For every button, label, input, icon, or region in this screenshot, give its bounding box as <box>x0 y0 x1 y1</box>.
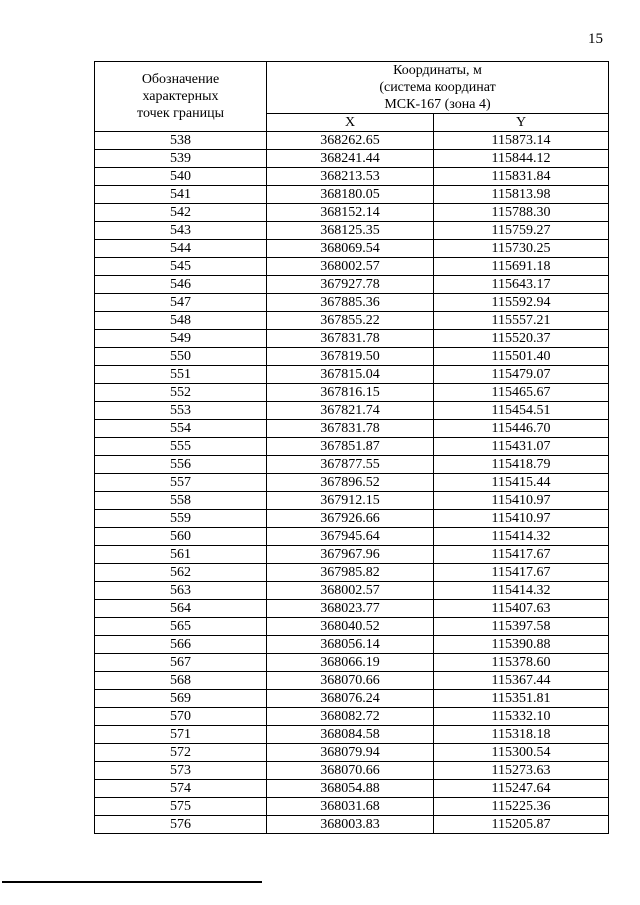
y-coordinate-cell: 115407.63 <box>434 600 609 618</box>
coords-header-line-1: Координаты, м <box>393 63 482 78</box>
x-coordinate-cell: 367855.22 <box>267 312 434 330</box>
point-number-cell: 540 <box>95 168 267 186</box>
y-coordinate-cell: 115831.84 <box>434 168 609 186</box>
table-row <box>95 492 609 510</box>
table-row <box>95 600 609 618</box>
x-coordinate-cell: 368002.57 <box>267 582 434 600</box>
x-coordinate-cell: 367945.64 <box>267 528 434 546</box>
y-coordinate-cell: 115479.07 <box>434 366 609 384</box>
x-coordinate-cell: 367821.74 <box>267 402 434 420</box>
point-number-cell: 574 <box>95 780 267 798</box>
point-number-cell: 571 <box>95 726 267 744</box>
x-coordinate-cell: 368070.66 <box>267 762 434 780</box>
y-column-header: Y <box>434 114 609 132</box>
x-coordinate-cell: 367967.96 <box>267 546 434 564</box>
y-coordinate-cell: 115501.40 <box>434 348 609 366</box>
point-number-cell: 558 <box>95 492 267 510</box>
point-number-cell: 565 <box>95 618 267 636</box>
point-number-cell: 559 <box>95 510 267 528</box>
point-number-cell: 575 <box>95 798 267 816</box>
y-coordinate-cell: 115844.12 <box>434 150 609 168</box>
y-coordinate-cell: 115417.67 <box>434 564 609 582</box>
y-coordinate-cell: 115730.25 <box>434 240 609 258</box>
y-coordinate-cell: 115520.37 <box>434 330 609 348</box>
table-row <box>95 366 609 384</box>
point-number-cell: 563 <box>95 582 267 600</box>
x-coordinate-cell: 367927.78 <box>267 276 434 294</box>
x-coordinate-cell: 367851.87 <box>267 438 434 456</box>
point-number-cell: 543 <box>95 222 267 240</box>
coords-header-line-2: (система координат <box>379 80 496 95</box>
y-coordinate-cell: 115351.81 <box>434 690 609 708</box>
point-number-cell: 572 <box>95 744 267 762</box>
point-number-cell: 544 <box>95 240 267 258</box>
y-coordinate-cell: 115415.44 <box>434 474 609 492</box>
point-number-cell: 552 <box>95 384 267 402</box>
table-row <box>95 456 609 474</box>
x-coordinate-cell: 368040.52 <box>267 618 434 636</box>
y-coordinate-cell: 115367.44 <box>434 672 609 690</box>
table-row <box>95 636 609 654</box>
y-coordinate-cell: 115643.17 <box>434 276 609 294</box>
y-coordinate-cell: 115247.64 <box>434 780 609 798</box>
table-row <box>95 654 609 672</box>
point-number-cell: 566 <box>95 636 267 654</box>
point-header-line-2: характерных <box>142 89 219 104</box>
table-row <box>95 294 609 312</box>
table-row <box>95 672 609 690</box>
point-number-cell: 539 <box>95 150 267 168</box>
y-coordinate-cell: 115318.18 <box>434 726 609 744</box>
coords-header-line-3: МСК-167 (зона 4) <box>384 97 491 112</box>
footnote-separator-line <box>2 881 262 883</box>
table-row <box>95 816 609 834</box>
x-coordinate-cell: 367819.50 <box>267 348 434 366</box>
table-row <box>95 690 609 708</box>
point-number-cell: 567 <box>95 654 267 672</box>
y-coordinate-cell: 115390.88 <box>434 636 609 654</box>
y-coordinate-cell: 115205.87 <box>434 816 609 834</box>
x-coordinate-cell: 368084.58 <box>267 726 434 744</box>
coordinates-group-header <box>267 62 609 114</box>
point-number-cell: 553 <box>95 402 267 420</box>
table-row <box>95 150 609 168</box>
y-coordinate-cell: 115465.67 <box>434 384 609 402</box>
x-coordinate-cell: 367877.55 <box>267 456 434 474</box>
x-coordinate-cell: 368180.05 <box>267 186 434 204</box>
point-number-cell: 541 <box>95 186 267 204</box>
table-row <box>95 420 609 438</box>
x-coordinate-cell: 368125.35 <box>267 222 434 240</box>
table-row <box>95 204 609 222</box>
point-number-cell: 554 <box>95 420 267 438</box>
y-coordinate-cell: 115454.51 <box>434 402 609 420</box>
table-row <box>95 132 609 150</box>
x-coordinate-cell: 368069.54 <box>267 240 434 258</box>
table-row <box>95 546 609 564</box>
x-coordinate-cell: 368056.14 <box>267 636 434 654</box>
point-number-cell: 570 <box>95 708 267 726</box>
x-coordinate-cell: 367831.78 <box>267 330 434 348</box>
x-coordinate-cell: 368066.19 <box>267 654 434 672</box>
table-row <box>95 222 609 240</box>
y-coordinate-cell: 115813.98 <box>434 186 609 204</box>
y-coordinate-cell: 115414.32 <box>434 528 609 546</box>
y-coordinate-cell: 115431.07 <box>434 438 609 456</box>
y-coordinate-cell: 115788.30 <box>434 204 609 222</box>
x-coordinate-cell: 367985.82 <box>267 564 434 582</box>
point-number-cell: 564 <box>95 600 267 618</box>
point-number-cell: 545 <box>95 258 267 276</box>
table-row <box>95 708 609 726</box>
table-row <box>95 240 609 258</box>
point-number-cell: 576 <box>95 816 267 834</box>
y-coordinate-cell: 115273.63 <box>434 762 609 780</box>
point-number-cell: 538 <box>95 132 267 150</box>
table-row <box>95 510 609 528</box>
y-coordinate-cell: 115332.10 <box>434 708 609 726</box>
point-number-cell: 549 <box>95 330 267 348</box>
y-coordinate-cell: 115414.32 <box>434 582 609 600</box>
point-number-cell: 548 <box>95 312 267 330</box>
x-coordinate-cell: 368213.53 <box>267 168 434 186</box>
table-body <box>95 132 609 834</box>
point-number-cell: 547 <box>95 294 267 312</box>
table-row <box>95 438 609 456</box>
table-row <box>95 168 609 186</box>
point-number-cell: 551 <box>95 366 267 384</box>
point-number-cell: 542 <box>95 204 267 222</box>
x-coordinate-cell: 367912.15 <box>267 492 434 510</box>
x-column-header: X <box>267 114 434 132</box>
table-row <box>95 348 609 366</box>
table-row <box>95 474 609 492</box>
table-row <box>95 312 609 330</box>
x-coordinate-cell: 368003.83 <box>267 816 434 834</box>
table-row <box>95 726 609 744</box>
point-designation-header <box>95 62 267 132</box>
x-coordinate-cell: 368262.65 <box>267 132 434 150</box>
table-row <box>95 384 609 402</box>
y-coordinate-cell: 115410.97 <box>434 510 609 528</box>
y-coordinate-cell: 115446.70 <box>434 420 609 438</box>
point-number-cell: 550 <box>95 348 267 366</box>
coordinates-table <box>94 61 609 834</box>
table-row <box>95 618 609 636</box>
y-coordinate-cell: 115873.14 <box>434 132 609 150</box>
point-number-cell: 561 <box>95 546 267 564</box>
table-row <box>95 528 609 546</box>
point-number-cell: 568 <box>95 672 267 690</box>
x-coordinate-cell: 368023.77 <box>267 600 434 618</box>
x-coordinate-cell: 367885.36 <box>267 294 434 312</box>
x-coordinate-cell: 368031.68 <box>267 798 434 816</box>
table-row <box>95 780 609 798</box>
x-coordinate-cell: 367896.52 <box>267 474 434 492</box>
y-coordinate-cell: 115225.36 <box>434 798 609 816</box>
y-coordinate-cell: 115397.58 <box>434 618 609 636</box>
point-number-cell: 560 <box>95 528 267 546</box>
x-coordinate-cell: 367815.04 <box>267 366 434 384</box>
x-coordinate-cell: 368082.72 <box>267 708 434 726</box>
table-row <box>95 330 609 348</box>
table-row <box>95 402 609 420</box>
point-header-line-3: точек границы <box>137 106 224 121</box>
y-coordinate-cell: 115378.60 <box>434 654 609 672</box>
table-row <box>95 564 609 582</box>
point-number-cell: 573 <box>95 762 267 780</box>
table-row <box>95 186 609 204</box>
point-number-cell: 556 <box>95 456 267 474</box>
x-coordinate-cell: 367816.15 <box>267 384 434 402</box>
x-coordinate-cell: 368054.88 <box>267 780 434 798</box>
x-coordinate-cell: 368079.94 <box>267 744 434 762</box>
x-coordinate-cell: 368002.57 <box>267 258 434 276</box>
table-row <box>95 762 609 780</box>
x-coordinate-cell: 367831.78 <box>267 420 434 438</box>
point-number-cell: 569 <box>95 690 267 708</box>
y-coordinate-cell: 115410.97 <box>434 492 609 510</box>
page-number: 15 <box>588 31 603 47</box>
table-row <box>95 258 609 276</box>
table-row <box>95 744 609 762</box>
point-number-cell: 557 <box>95 474 267 492</box>
y-coordinate-cell: 115691.18 <box>434 258 609 276</box>
y-coordinate-cell: 115417.67 <box>434 546 609 564</box>
point-number-cell: 562 <box>95 564 267 582</box>
x-coordinate-cell: 367926.66 <box>267 510 434 528</box>
y-coordinate-cell: 115300.54 <box>434 744 609 762</box>
point-number-cell: 555 <box>95 438 267 456</box>
table-row <box>95 798 609 816</box>
header-row-top <box>95 62 609 114</box>
table-row <box>95 582 609 600</box>
y-coordinate-cell: 115592.94 <box>434 294 609 312</box>
point-header-line-1: Обозначение <box>141 72 220 87</box>
x-coordinate-cell: 368070.66 <box>267 672 434 690</box>
y-coordinate-cell: 115557.21 <box>434 312 609 330</box>
point-number-cell: 546 <box>95 276 267 294</box>
x-coordinate-cell: 368152.14 <box>267 204 434 222</box>
x-coordinate-cell: 368076.24 <box>267 690 434 708</box>
y-coordinate-cell: 115759.27 <box>434 222 609 240</box>
x-coordinate-cell: 368241.44 <box>267 150 434 168</box>
table-row <box>95 276 609 294</box>
y-coordinate-cell: 115418.79 <box>434 456 609 474</box>
